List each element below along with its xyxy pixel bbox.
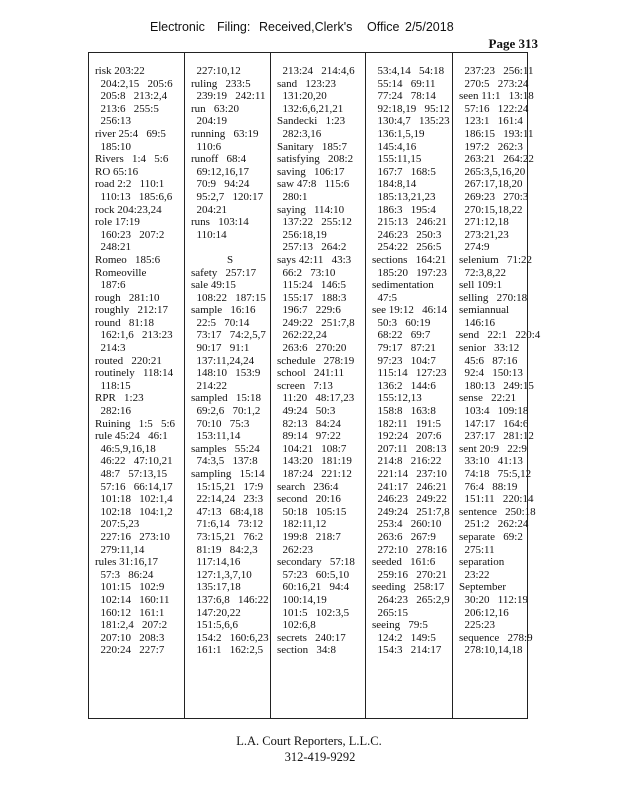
index-entry-line: 192:24 207:6: [372, 430, 442, 443]
index-entry-line: 151:11 220:14: [459, 493, 534, 506]
index-entry-line: 136:2 144:6: [372, 379, 436, 392]
index-entry-line: Rivers 1:4 5:6: [95, 153, 169, 166]
index-entry-line: sent 20:9 22:9: [459, 442, 527, 455]
index-entry-line: 263:6 270:20: [277, 342, 347, 355]
header-filing: Filing:: [217, 20, 251, 34]
index-entry-line: 262:22,24: [277, 329, 327, 342]
index-entry-line: 143:20 181:19: [277, 455, 352, 468]
index-entry-line: 253:4 260:10: [372, 518, 442, 531]
index-entry-line: 282:3,16: [277, 127, 322, 140]
index-entry-line: 239:19 242:11: [191, 90, 266, 103]
index-entry-line: 22:14,24 23:3: [191, 493, 264, 506]
index-entry-line: 282:16: [95, 405, 132, 418]
index-entry-line: sand 123:23: [277, 77, 336, 90]
index-entry-line: RPR 1:23: [95, 392, 144, 405]
index-entry-line: 257:13 264:2: [277, 241, 347, 254]
index-entry-line: 272:10 278:16: [372, 543, 447, 556]
index-entry-line: 55:14 69:11: [372, 77, 436, 90]
index-entry-line: 101:5 102:3,5: [277, 606, 350, 619]
page-number: Page 313: [488, 36, 538, 51]
index-entry-line: seeding 258:17: [372, 581, 445, 594]
index-entry-line: saying 114:10: [277, 203, 345, 216]
index-entry-line: sample 16:16: [191, 304, 256, 317]
index-entry-line: 264:23 265:2,9: [372, 593, 450, 606]
index-entry-line: 213:24 214:4,6: [277, 65, 355, 77]
index-entry-line: 147:17 164:6: [459, 417, 529, 430]
index-entry-line: 103:4 109:18: [459, 405, 529, 418]
index-entry-line: 95:2,7 120:17: [191, 190, 264, 203]
index-entry-line: 123:1 161:4: [459, 115, 523, 128]
index-entry-line: separation: [459, 556, 505, 569]
index-entry-line: 227:10,12: [191, 65, 241, 77]
index-entry-line: 151:5,6,6: [191, 619, 239, 632]
index-entry-line: 214:3: [95, 342, 126, 355]
index-entry-line: 73:15,21 76:2: [191, 530, 264, 543]
index-entry-line: river 25:4 69:5: [95, 127, 166, 140]
index-entry-line: RO 65:16: [95, 165, 139, 178]
index-entry-line: 66:2 73:10: [277, 266, 336, 279]
index-entry-line: saw 47:8 115:6: [277, 178, 350, 191]
index-entry-line: satisfying 208:2: [277, 153, 354, 166]
index-entry-line: 89:14 97:22: [277, 430, 341, 443]
index-entry-line: 124:2 149:5: [372, 631, 436, 644]
index-entry-line: semiannual: [459, 304, 510, 317]
index-entry-line: secrets 240:17: [277, 631, 346, 644]
index-entry-line: 70:9 94:24: [191, 178, 250, 191]
index-entry-line: 204:19: [191, 115, 228, 128]
index-entry-line: sedimentation: [372, 279, 434, 292]
index-entry-line: 127:1,3,7,10: [191, 568, 252, 581]
index-entry-line: rule 45:24 46:1: [95, 430, 168, 443]
index-entry-line: 185:10: [95, 140, 132, 153]
index-entry-line: 263:6 267:9: [372, 530, 436, 543]
index-entry-line: 265:15: [372, 606, 409, 619]
index-entry-line: 137:22 255:12: [277, 216, 352, 229]
index-column-5: [452, 53, 541, 718]
index-entry-line: 246:23 249:22: [372, 493, 447, 506]
index-entry-line: seeing 79:5: [372, 619, 428, 632]
index-entry-line: screen 7:13: [277, 379, 333, 392]
index-entry-line: 241:17 246:21: [372, 480, 447, 493]
index-entry-line: 186:15 193:11: [459, 127, 534, 140]
index-column-4: [365, 53, 453, 718]
index-entry-line: ruling 233:5: [191, 77, 251, 90]
index-entry-line: 22:5 70:14: [191, 316, 250, 329]
index-entry-line: 71:6,14 73:12: [191, 518, 264, 531]
index-entry-line: 30:20 112:19: [459, 593, 528, 606]
index-entry-line: 118:15: [95, 379, 131, 392]
index-entry-line: 115:24 146:5: [277, 279, 346, 292]
header-electronic: Electronic: [150, 20, 205, 34]
index-entry-line: 185:20 197:23: [372, 266, 447, 279]
index-entry-line: round 81:18: [95, 316, 154, 329]
index-entry-line: 154:2 160:6,23: [191, 631, 269, 644]
index-entry-line: Sanitary 185:7: [277, 140, 347, 153]
index-entry-line: 137:11,24,24: [191, 354, 255, 367]
index-entry-line: 237:23 256:11: [459, 65, 534, 77]
index-entry-line: 225:23: [459, 619, 496, 632]
index-column-2: [184, 53, 271, 718]
index-entry-line: school 241:11: [277, 367, 345, 380]
index-entry-line: 11:20 48:17,23: [277, 392, 355, 405]
index-entry-line: 92:4 150:13: [459, 367, 523, 380]
index-entry-line: 74:18 75:5,12: [459, 468, 532, 480]
index-entry-line: running 63:19: [191, 127, 259, 140]
index-entry-line: 237:17 281:12: [459, 430, 534, 443]
index-entry-line: run 63:20: [191, 102, 239, 115]
index-entry-line: 153:11,14: [191, 430, 241, 443]
index-entry-line: sampled 15:18: [191, 392, 261, 405]
index-entry-line: 274:9: [459, 241, 490, 254]
index-entry-line: runoff 68:4: [191, 153, 247, 166]
index-entry-line: sampling 15:14: [191, 468, 265, 480]
index-entry-line: 227:16 273:10: [95, 530, 170, 543]
index-entry-line: 57:23 60:5,10: [277, 568, 350, 581]
index-entry-line: 271:12,18: [459, 216, 509, 229]
reporter-phone: 312-419-9292: [284, 750, 356, 764]
index-entry-line: 148:10 153:9: [191, 367, 261, 380]
index-entry-line: 53:4,14 54:18: [372, 65, 445, 77]
index-entry-line: seeded 161:6: [372, 556, 436, 569]
index-entry-line: 147:20,22: [191, 606, 241, 619]
index-entry-line: September: [459, 581, 507, 594]
index-entry-line: 136:1,5,19: [372, 127, 425, 140]
index-entry-line: 254:22 256:5: [372, 241, 442, 254]
index-entry-line: 46:22 47:10,21: [95, 455, 173, 468]
index-entry-line: 275:11: [459, 543, 495, 556]
index-entry-line: 214:22: [191, 379, 228, 392]
index-entry-line: sense 22:21: [459, 392, 517, 405]
index-entry-line: 249:24 251:7,8: [372, 505, 450, 518]
index-entry-line: runs 103:14: [191, 216, 249, 229]
index-entry-line: road 2:2 110:1: [95, 178, 165, 191]
index-entry-line: 104:21 108:7: [277, 442, 347, 455]
index-entry-line: sequence 278:9: [459, 631, 533, 644]
index-entry-line: 130:4,7 135:23: [372, 115, 450, 128]
index-entry-line: 270:5 273:24: [459, 77, 529, 90]
index-entry-line: 69:12,16,17: [191, 165, 250, 178]
index-entry-line: second 20:16: [277, 493, 341, 506]
index-entry-line: 69:2,6 70:1,2: [191, 405, 261, 418]
index-column-1: [89, 53, 184, 718]
index-entry-line: 207:10 208:3: [95, 631, 165, 644]
index-entry-line: 270:15,18,22: [459, 203, 523, 216]
index-entry-line: 97:23 104:7: [372, 354, 436, 367]
index-entry-line: 184:8,14: [372, 178, 417, 191]
index-entry-line: 207:11 208:13: [372, 442, 447, 455]
index-entry-line: 204:21: [191, 203, 228, 216]
index-entry-line: roughly 212:17: [95, 304, 169, 317]
index-entry-line: 259:16 270:21: [372, 568, 447, 581]
index-entry-line: 273:21,23: [459, 228, 509, 241]
index-entry-line: 68:22 69:7: [372, 329, 431, 342]
index-entry-line: risk 203:22: [95, 65, 145, 77]
index-entry-line: sections 164:21: [372, 253, 447, 266]
index-entry-line: 108:22 187:15: [191, 291, 266, 304]
index-entry-line: 155:11,15: [372, 153, 422, 166]
index-entry-line: see 19:12 46:14: [372, 304, 448, 317]
index-entry-line: [191, 241, 269, 254]
index-entry-line: 79:17 87:21: [372, 342, 436, 355]
index-entry-line: safety 257:17: [191, 266, 257, 279]
index-entry-line: seen 11:1 13:18: [459, 90, 534, 103]
index-entry-line: 48:7 57:13,15: [95, 468, 168, 480]
index-column-3: [270, 53, 366, 718]
index-entry-line: 110:13 185:6,6: [95, 190, 173, 203]
index-entry-line: 256:18,19: [277, 228, 327, 241]
index-entry-line: 197:2 262:3: [459, 140, 523, 153]
index-entry-line: 251:2 262:24: [459, 518, 529, 531]
index-entry-line: section 34:8: [277, 644, 336, 657]
index-entry-line: 115:14 127:23: [372, 367, 447, 380]
index-entry-line: 280:1: [277, 190, 308, 203]
index-entry-line: 187:6: [95, 279, 126, 292]
index-entry-line: 215:13 246:21: [372, 216, 447, 229]
index-entry-line: 57:16 66:14,17: [95, 480, 173, 493]
index-entry-line: 77:24 78:14: [372, 90, 436, 103]
index-entry-line: 102:18 104:1,2: [95, 505, 173, 518]
index-entry-line: 47:13 68:4,18: [191, 505, 264, 518]
index-entry-line: 160:23 207:2: [95, 228, 165, 241]
word-index-table: [88, 52, 541, 719]
index-entry-line: sentence 250:18: [459, 505, 536, 518]
index-entry-line: 72:3,8,22: [459, 266, 507, 279]
header-office: Office: [367, 20, 400, 34]
index-entry-line: 57:16 122:24: [459, 102, 529, 115]
index-entry-line: 101:18 102:1,4: [95, 493, 173, 506]
index-entry-line: 265:3,5,16,20: [459, 165, 526, 178]
index-entry-line: 186:3 195:4: [372, 203, 436, 216]
index-entry-line: 102:6,8: [277, 619, 316, 632]
index-entry-line: 117:14,16: [191, 556, 241, 569]
index-entry-line: sale 49:15: [191, 279, 236, 292]
index-entry-line: 92:18,19 95:12: [372, 102, 450, 115]
index-entry-line: 158:8 163:8: [372, 405, 436, 418]
index-entry-line: 161:1 162:2,5: [191, 644, 264, 657]
index-entry-line: 132:6,6,21,21: [277, 102, 344, 115]
index-entry-line: 262:23: [277, 543, 314, 556]
index-entry-line: 279:11,14: [95, 543, 145, 556]
index-entry-line: 82:13 84:24: [277, 417, 341, 430]
index-entry-line: 110:6: [191, 140, 222, 153]
index-entry-line: 263:21 264:22: [459, 153, 534, 166]
index-entry-line: 162:1,6 213:23: [95, 329, 173, 342]
index-entry-line: Romeoville: [95, 266, 147, 279]
index-entry-line: role 17:19: [95, 216, 140, 229]
index-entry-line: 205:8 213:2,4: [95, 90, 168, 103]
index-entry-line: 60:16,21 94:4: [277, 581, 350, 594]
index-entry-line: 23:22: [459, 568, 490, 581]
index-entry-line: 73:17 74:2,5,7: [191, 329, 266, 342]
index-entry-line: 248:21: [95, 241, 132, 254]
index-entry-line: 57:3 86:24: [95, 568, 154, 581]
index-entry-line: Sandecki 1:23: [277, 115, 346, 128]
index-entry-line: 137:6,8 146:22: [191, 593, 269, 606]
index-entry-line: routed 220:21: [95, 354, 162, 367]
index-entry-line: sell 109:1: [459, 279, 503, 292]
index-entry-line: send 22:1 220:4: [459, 329, 541, 342]
index-entry-line: 204:2,15 205:6: [95, 77, 173, 90]
index-entry-line: 249:22 251:7,8: [277, 316, 355, 329]
index-entry-line: 182:11,12: [277, 518, 327, 531]
index-entry-line: 269:23 270:3: [459, 190, 529, 203]
index-entry-line: rules 31:16,17: [95, 556, 158, 569]
index-entry-line: 213:6 255:5: [95, 102, 159, 115]
index-entry-line: Ruining 1:5 5:6: [95, 417, 176, 430]
index-entry-line: 102:14 160:11: [95, 593, 170, 606]
index-entry-line: 180:13 249:15: [459, 379, 534, 392]
index-entry-line: 50:18 105:15: [277, 505, 347, 518]
header-received: Received,Clerk's: [259, 20, 353, 34]
index-entry-line: 46:5,9,16,18: [95, 442, 156, 455]
index-entry-line: routinely 118:14: [95, 367, 174, 380]
index-entry-line: 100:14,19: [277, 593, 327, 606]
index-entry-line: 146:16: [459, 316, 496, 329]
index-entry-line: search 236:4: [277, 480, 339, 493]
index-entry-line: 256:13: [95, 115, 132, 128]
index-entry-line: 154:3 214:17: [372, 644, 442, 657]
index-entry-line: rock 204:23,24: [95, 203, 162, 216]
index-entry-line: 206:12,16: [459, 606, 509, 619]
index-entry-line: 33:10 41:13: [459, 455, 523, 468]
index-entry-line: 214:8 216:22: [372, 455, 442, 468]
index-entry-line: 155:17 188:3: [277, 291, 347, 304]
index-entry-line: 74:3,5 137:8: [191, 455, 258, 468]
index-entry-line: 135:17,18: [191, 581, 241, 594]
index-entry-line: 81:19 84:2,3: [191, 543, 258, 556]
header-date: 2/5/2018: [405, 20, 454, 34]
index-entry-line: 196:7 229:6: [277, 304, 341, 317]
index-entry-line: 220:24 227:7: [95, 644, 165, 657]
index-entry-line: 47:5: [372, 291, 398, 304]
index-entry-line: 167:7 168:5: [372, 165, 436, 178]
reporter-name: L.A. Court Reporters, L.L.C.: [236, 734, 382, 748]
index-entry-line: 131:20,20: [277, 90, 327, 103]
index-entry-line: 76:4 88:19: [459, 480, 518, 493]
index-entry-line: 267:17,18,20: [459, 178, 523, 191]
index-entry-line: selling 270:18: [459, 291, 528, 304]
index-entry-line: 90:17 91:1: [191, 342, 250, 355]
index-entry-line: 49:24 50:3: [277, 405, 336, 418]
index-entry-line: selenium 71:22: [459, 253, 533, 266]
index-entry-line: saving 106:17: [277, 165, 345, 178]
index-entry-line: senior 33:12: [459, 342, 520, 355]
index-entry-line: Romeo 185:6: [95, 253, 161, 266]
index-entry-line: 145:4,16: [372, 140, 417, 153]
letter-heading: S: [226, 253, 234, 266]
index-entry-line: 70:10 75:3: [191, 417, 250, 430]
index-entry-line: 221:14 237:10: [372, 468, 447, 480]
index-entry-line: 207:5,23: [95, 518, 140, 531]
index-entry-line: schedule 278:19: [277, 354, 355, 367]
index-entry-line: 155:12,13: [372, 392, 422, 405]
index-entry-line: samples 55:24: [191, 442, 260, 455]
index-entry-line: 50:3 60:19: [372, 316, 431, 329]
index-entry-line: separate 69:2: [459, 530, 523, 543]
index-entry-line: secondary 57:18: [277, 556, 355, 569]
index-entry-line: 160:12 161:1: [95, 606, 165, 619]
index-entry-line: 246:23 250:3: [372, 228, 442, 241]
index-entry-line: rough 281:10: [95, 291, 160, 304]
index-entry-line: 181:2,4 207:2: [95, 619, 168, 632]
index-entry-line: 182:11 191:5: [372, 417, 441, 430]
index-entry-line: 101:15 102:9: [95, 581, 165, 594]
index-entry-line: 187:24 221:12: [277, 468, 352, 480]
index-entry-line: 110:14: [191, 228, 227, 241]
index-entry-line: 185:13,21,23: [372, 190, 436, 203]
index-entry-line: 199:8 218:7: [277, 530, 341, 543]
index-entry-line: 45:6 87:16: [459, 354, 518, 367]
index-entry-line: says 42:11 43:3: [277, 253, 352, 266]
index-entry-line: 15:15,21 17:9: [191, 480, 264, 493]
index-entry-line: 278:10,14,18: [459, 644, 523, 657]
